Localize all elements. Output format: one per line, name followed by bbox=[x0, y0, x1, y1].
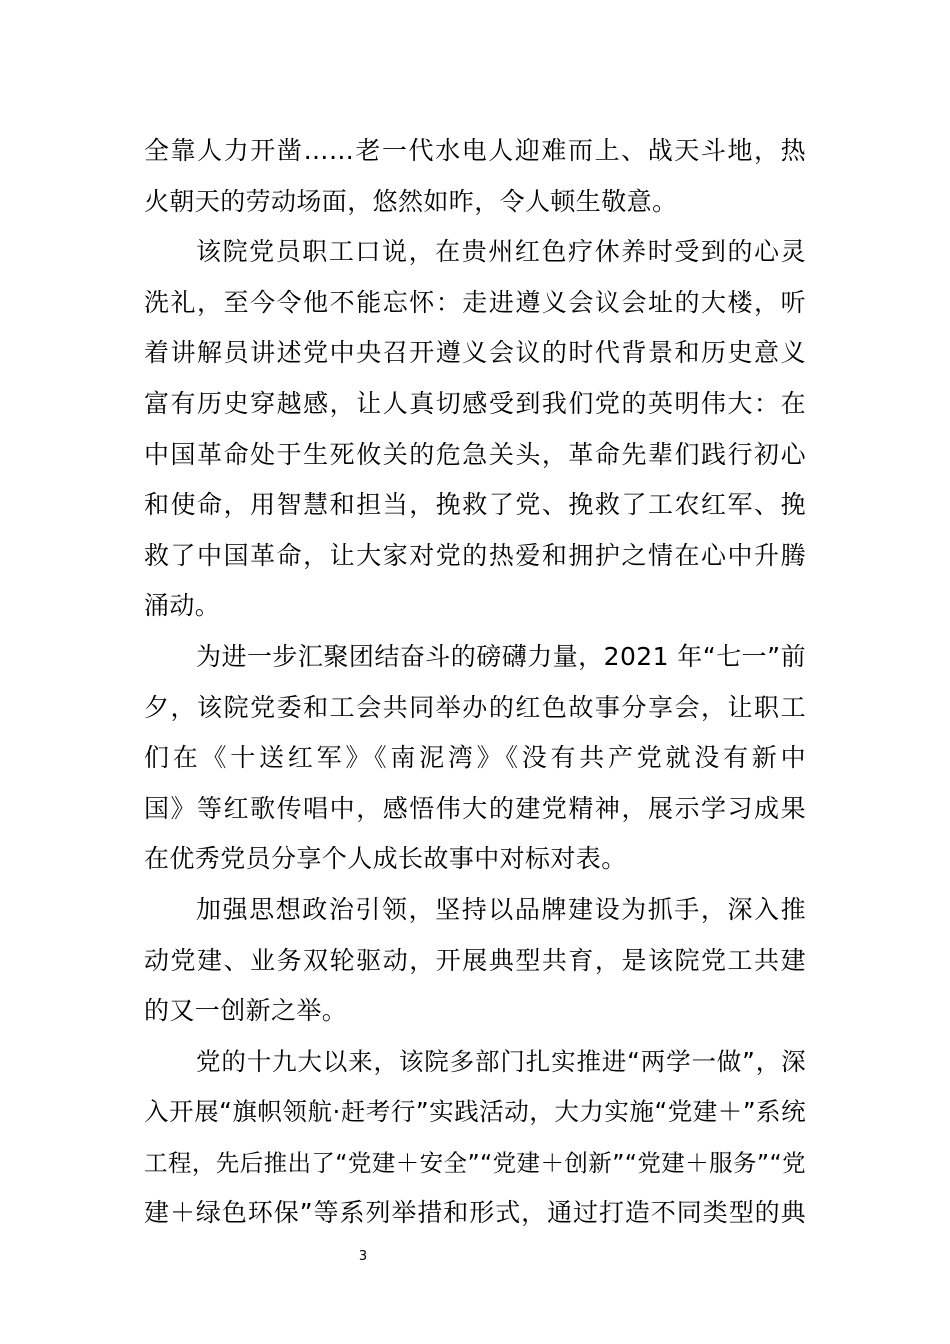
text-line: 和使命，用智慧和担当，挽救了党、挽救了工农红军、挽 bbox=[144, 490, 806, 520]
text-line: 富有历史穿越感，让人真切感受到我们党的英明伟大：在 bbox=[144, 388, 806, 418]
text-line: 夕，该院党委和工会共同举办的红色故事分享会，让职工 bbox=[144, 692, 806, 722]
text-line: 洗礼，至今令他不能忘怀：走进遵义会议会址的大楼，听 bbox=[144, 287, 806, 317]
text-line: 们在《十送红军》《南泥湾》《没有共产党就没有新中 bbox=[144, 743, 806, 773]
text-line: 入开展“旗帜领航·赶考行”实践活动，大力实施“党建＋”系统 bbox=[144, 1097, 806, 1127]
paragraph-3 bbox=[144, 632, 806, 885]
text-line: 涌动。 bbox=[144, 591, 221, 621]
text-line: 建＋绿色环保”等系列举措和形式，通过打造不同类型的典 bbox=[144, 1198, 806, 1228]
text-line: 的又一创新之举。 bbox=[144, 996, 348, 1026]
text-line: 党的十九大以来，该院多部门扎实推进“两学一做”，深 bbox=[196, 1046, 806, 1076]
text-line: 救了中国革命，让大家对党的热爱和拥护之情在心中升腾 bbox=[144, 540, 806, 570]
text-line: 全靠人力开凿……老一代水电人迎难而上、战天斗地，热 bbox=[144, 136, 806, 165]
document-body bbox=[144, 126, 806, 1239]
paragraph-1 bbox=[144, 126, 806, 227]
text-line: 为进一步汇聚团结奋斗的磅礴力量，2021 年“七一”前 bbox=[196, 641, 806, 671]
text-line: 工程，先后推出了“党建＋安全”“党建＋创新”“党建＋服务”“党 bbox=[144, 1148, 806, 1177]
paragraph-4 bbox=[144, 885, 806, 1037]
text-line: 火朝天的劳动场面，悠然如昨，令人顿生敬意。 bbox=[144, 186, 678, 216]
text-line: 中国革命处于生死攸关的危急关头，革命先辈们践行初心 bbox=[144, 439, 806, 469]
text-line: 该院党员职工口说，在贵州红色疗休养时受到的心灵 bbox=[196, 237, 806, 267]
text-line: 加强思想政治引领，坚持以品牌建设为抓手，深入推 bbox=[196, 894, 806, 924]
text-line: 动党建、业务双轮驱动，开展典型共育，是该院党工共建 bbox=[144, 945, 806, 975]
page-number: 3 bbox=[358, 1249, 368, 1264]
paragraph-2 bbox=[144, 227, 806, 632]
text-line: 在优秀党员分享个人成长故事中对标对表。 bbox=[144, 844, 627, 874]
text-line: 着讲解员讲述党中央召开遵义会议的时代背景和历史意义 bbox=[144, 338, 806, 368]
paragraph-5 bbox=[144, 1037, 806, 1239]
text-line: 国》等红歌传唱中，感悟伟大的建党精神，展示学习成果 bbox=[144, 793, 806, 823]
